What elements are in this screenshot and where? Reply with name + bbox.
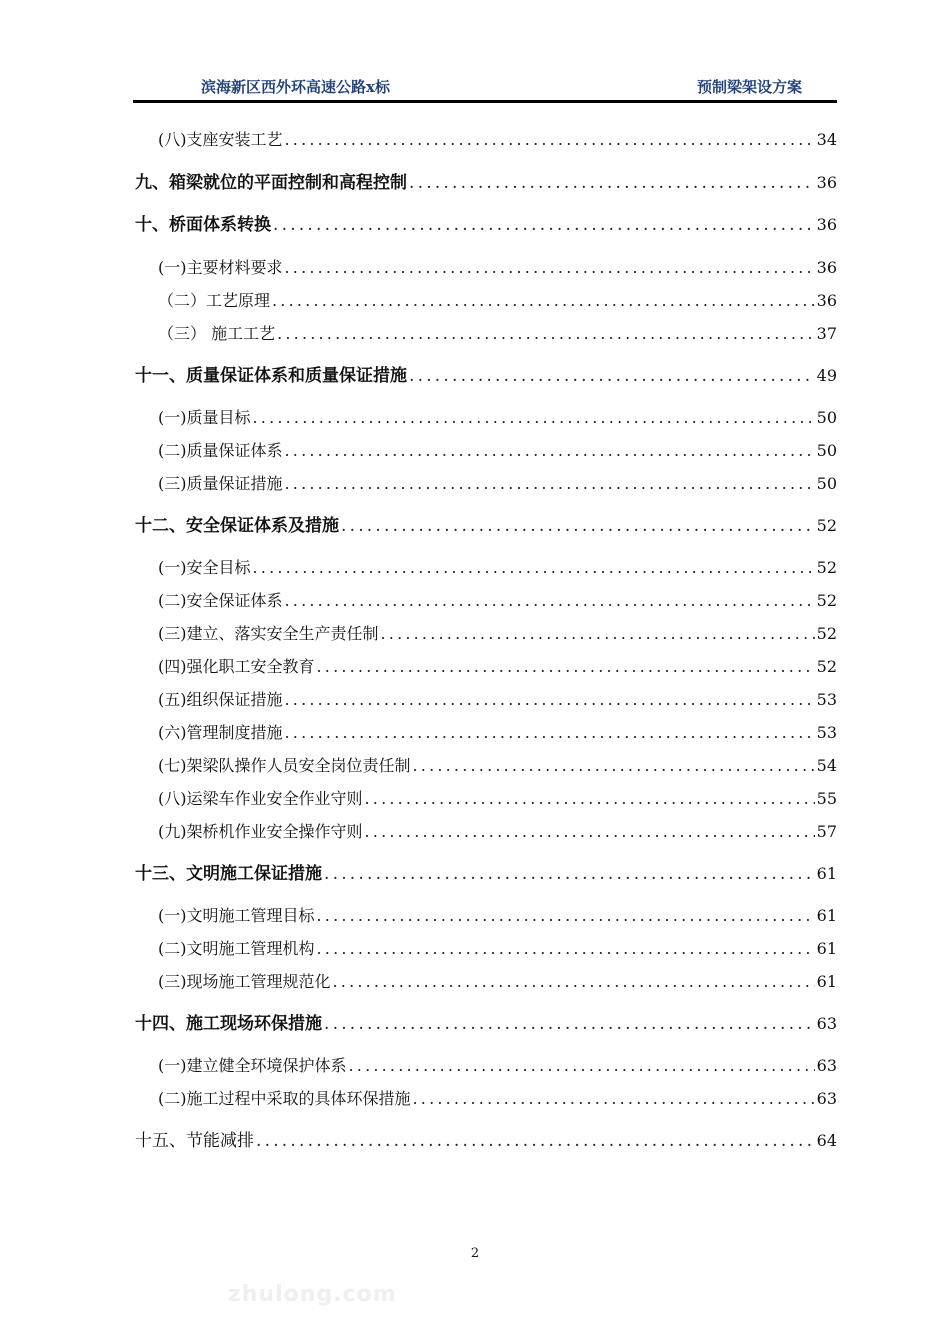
toc-entry-label: (一)文明施工管理目标 (158, 906, 315, 925)
toc-entry-label: 十一、质量保证体系和质量保证措施 (135, 366, 407, 386)
toc-entry-page-number: 50 (816, 441, 837, 460)
toc-entry-label: (六)管理制度措施 (158, 723, 283, 742)
toc-entry-page-number: 63 (816, 1089, 837, 1108)
toc-dot-leader (409, 366, 815, 386)
toc-entry[interactable] (135, 818, 837, 842)
toc-entry[interactable] (135, 254, 837, 278)
toc-entry-label: (三)现场施工管理规范化 (158, 972, 331, 991)
toc-entry-label: (五)组织保证措施 (158, 690, 283, 709)
toc-dot-leader (253, 408, 815, 428)
toc-entry-page-number: 36 (816, 291, 837, 310)
watermark: zhulong.com (228, 1282, 397, 1307)
toc-dot-leader (341, 516, 815, 536)
toc-entry-label: (一)主要材料要求 (158, 258, 283, 277)
toc-entry-label: 十三、文明施工保证措施 (135, 864, 322, 884)
toc-entry-page-number: 61 (816, 864, 837, 883)
toc-dot-leader (365, 822, 815, 842)
toc-entry-label: (二)安全保证体系 (158, 591, 283, 610)
toc-entry[interactable] (135, 1085, 837, 1109)
toc-entry-page-number: 54 (816, 756, 837, 775)
toc-entry-page-number: 53 (816, 723, 837, 742)
toc-entry-page-number: 49 (816, 366, 837, 385)
toc-dot-leader (333, 972, 815, 992)
header-project-title: 滨海新区西外环高速公路x标 (201, 78, 390, 96)
toc-entry-label: 九、箱梁就位的平面控制和高程控制 (135, 173, 407, 193)
toc-entry-page-number: 53 (816, 690, 837, 709)
toc-entry-page-number: 50 (816, 408, 837, 427)
page-header (133, 76, 837, 100)
toc-dot-leader (413, 756, 815, 776)
toc-entry[interactable] (135, 785, 837, 809)
toc-entry-label: (九)架桥机作业安全操作守则 (158, 822, 363, 841)
toc-entry[interactable] (135, 935, 837, 959)
toc-dot-leader (317, 657, 815, 677)
toc-dot-leader (285, 591, 815, 611)
toc-dot-leader (277, 324, 815, 344)
toc-dot-leader (256, 1131, 815, 1151)
toc-entry-page-number: 55 (816, 789, 837, 808)
toc-entry-label: （二）工艺原理 (158, 291, 271, 310)
toc-entry-label: 十二、安全保证体系及措施 (135, 516, 339, 536)
toc-entry[interactable] (135, 902, 837, 926)
toc-entry-label: 十四、施工现场环保措施 (135, 1014, 322, 1034)
toc-entry-label: (一)建立健全环境保护体系 (158, 1056, 347, 1075)
toc-dot-leader (285, 130, 815, 150)
toc-entry[interactable] (135, 620, 837, 644)
toc-entry-page-number: 61 (816, 939, 837, 958)
toc-entry-page-number: 61 (816, 906, 837, 925)
toc-entry[interactable] (135, 968, 837, 992)
toc-entry[interactable] (135, 686, 837, 710)
toc-entry-page-number: 52 (816, 591, 837, 610)
toc-dot-leader (365, 789, 815, 809)
toc-dot-leader (413, 1089, 815, 1109)
toc-entry[interactable] (135, 752, 837, 776)
toc-entry-page-number: 52 (816, 558, 837, 577)
toc-entry[interactable] (135, 126, 837, 150)
header-rule (133, 100, 837, 103)
toc-entry-page-number: 50 (816, 474, 837, 493)
toc-entry[interactable] (135, 1127, 837, 1151)
toc-dot-leader (285, 474, 815, 494)
toc-dot-leader (324, 864, 815, 884)
toc-entry[interactable] (135, 554, 837, 578)
toc-entry-page-number: 52 (816, 516, 837, 535)
toc-entry[interactable] (135, 404, 837, 428)
toc-entry-page-number: 63 (816, 1056, 837, 1075)
header-document-title: 预制梁架设方案 (696, 78, 802, 96)
toc-entry[interactable] (135, 653, 837, 677)
toc-entry-label: (一)质量目标 (158, 408, 251, 427)
toc-entry-label: (八)运梁车作业安全作业守则 (158, 789, 363, 808)
toc-entry-label: (二)施工过程中采取的具体环保措施 (158, 1089, 411, 1108)
toc-entry-label: (七)架梁队操作人员安全岗位责任制 (158, 756, 411, 775)
toc-entry[interactable] (135, 512, 837, 536)
toc-entry[interactable] (135, 320, 837, 344)
toc-dot-leader (285, 723, 815, 743)
toc-dot-leader (409, 173, 815, 193)
toc-entry[interactable] (135, 362, 837, 386)
toc-entry[interactable] (135, 211, 837, 235)
toc-entry-label: 十五、节能减排 (135, 1131, 254, 1151)
toc-entry-page-number: 36 (816, 258, 837, 277)
toc-entry-page-number: 64 (816, 1131, 837, 1150)
toc-entry-page-number: 36 (816, 215, 837, 234)
toc-entry-page-number: 63 (816, 1014, 837, 1033)
toc-entry-page-number: 34 (816, 130, 837, 149)
toc-entry-page-number: 52 (816, 657, 837, 676)
toc-entry[interactable] (135, 169, 837, 193)
toc-entry[interactable] (135, 587, 837, 611)
toc-entry[interactable] (135, 470, 837, 494)
toc-entry-label: (三)建立、落实安全生产责任制 (158, 624, 379, 643)
toc-entry[interactable] (135, 1010, 837, 1034)
toc-entry-page-number: 37 (816, 324, 837, 343)
toc-entry[interactable] (135, 287, 837, 311)
toc-entry-page-number: 57 (816, 822, 837, 841)
toc-dot-leader (317, 906, 815, 926)
toc-entry[interactable] (135, 719, 837, 743)
toc-entry[interactable] (135, 860, 837, 884)
toc-entry-label: (四)强化职工安全教育 (158, 657, 315, 676)
toc-entry-label: (八)支座安装工艺 (158, 130, 283, 149)
toc-dot-leader (272, 291, 815, 311)
toc-entry-page-number: 52 (816, 624, 837, 643)
toc-dot-leader (285, 441, 815, 461)
toc-entry-page-number: 36 (816, 173, 837, 192)
toc-dot-leader (324, 1014, 815, 1034)
toc-dot-leader (349, 1056, 815, 1076)
toc-dot-leader (273, 215, 815, 235)
toc-entry-label: 十、桥面体系转换 (135, 215, 271, 235)
toc-entry-label: (三)质量保证措施 (158, 474, 283, 493)
toc-dot-leader (253, 558, 815, 578)
page-number: 2 (470, 1246, 480, 1261)
toc-entry-page-number: 61 (816, 972, 837, 991)
toc-dot-leader (285, 258, 815, 278)
toc-dot-leader (381, 624, 815, 644)
toc-entry[interactable] (135, 437, 837, 461)
toc-entry-label: (二)文明施工管理机构 (158, 939, 315, 958)
toc-entry-label: (一)安全目标 (158, 558, 251, 577)
toc-entry-label: （三） 施工工艺 (158, 324, 276, 343)
toc-entry-label: (二)质量保证体系 (158, 441, 283, 460)
toc-entry[interactable] (135, 1052, 837, 1076)
toc-dot-leader (317, 939, 815, 959)
toc-dot-leader (285, 690, 815, 710)
